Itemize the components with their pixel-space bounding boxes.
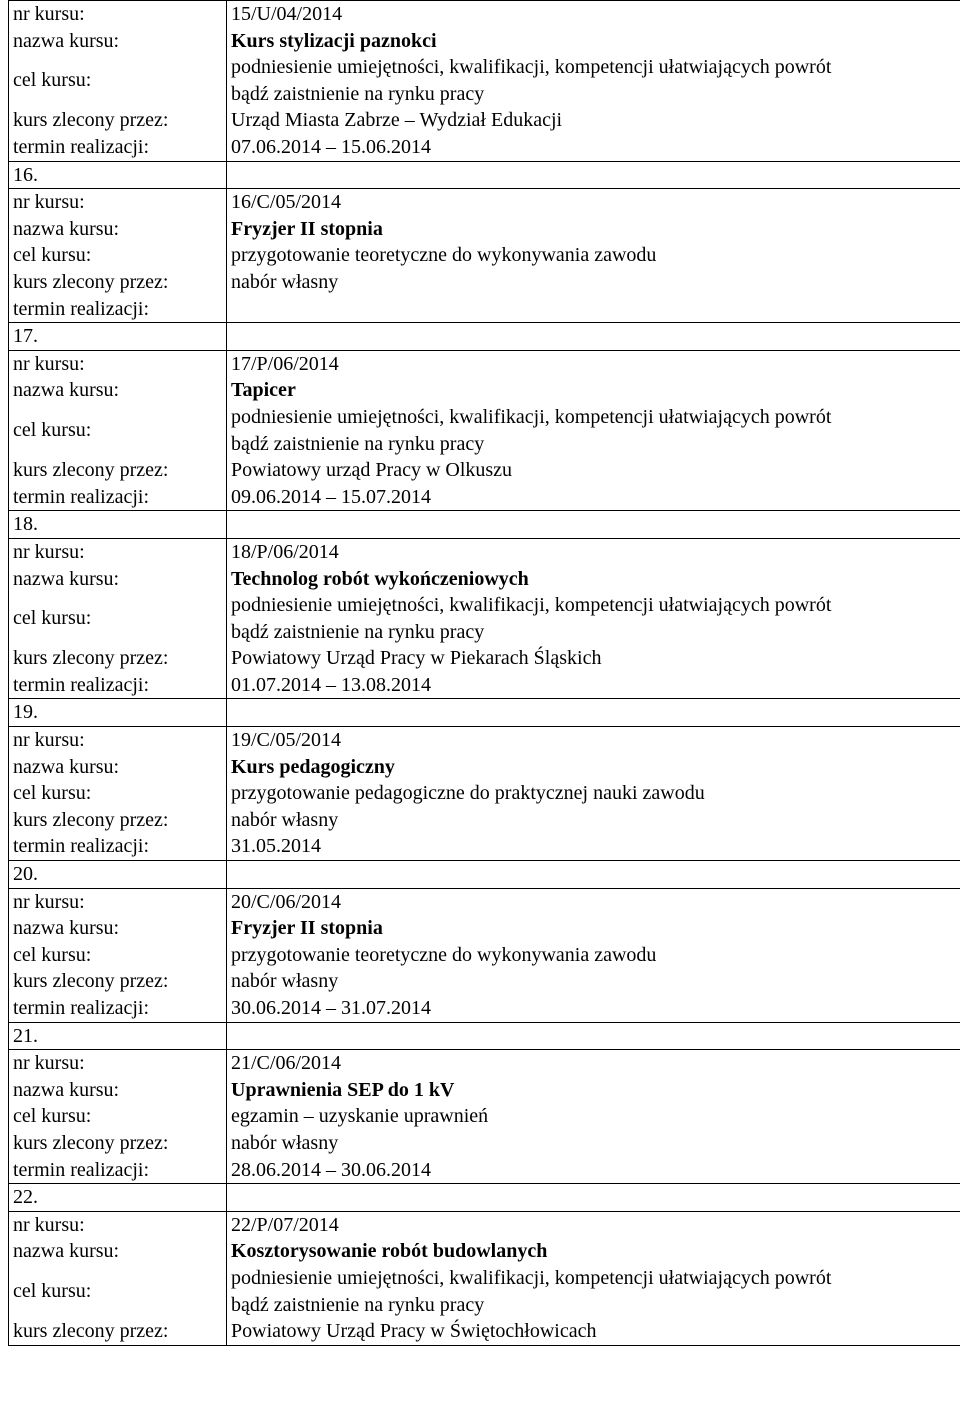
course-code: 16/C/05/2014 [231,191,342,214]
course-code: 19/C/05/2014 [231,729,342,752]
label-zlecony: kurs zlecony przez: [13,1131,169,1154]
label-column [9,1050,227,1184]
course-title: Kurs pedagogiczny [231,755,395,778]
label-termin: termin realizacji: [13,1158,150,1181]
course-code: 22/P/07/2014 [231,1213,339,1236]
label-termin: termin realizacji: [13,485,150,508]
value-column [227,189,960,323]
label-column [9,189,227,323]
course-commissioner: nabór własny [231,1131,339,1154]
course-goal-line-2: bądź zaistnienie na rynku pracy [231,1293,485,1316]
course-number-spacer [227,511,960,538]
label-cel: cel kursu: [13,1105,92,1128]
label-column [9,727,227,861]
value-column [227,350,960,511]
course-entry [8,1184,960,1346]
label-zlecony: kurs zlecony przez: [13,647,169,670]
course-entry [8,323,960,511]
course-code: 15/U/04/2014 [231,3,343,25]
course-number-spacer [227,1184,960,1211]
course-entry [8,699,960,861]
course-goal-line-1: podniesienie umiejętności, kwalifikacji, kompetencji ułatwiających powrót [231,405,832,428]
label-nazwa: nazwa kursu: [13,29,120,52]
course-code: 20/C/06/2014 [231,890,342,913]
course-dates: 30.06.2014 – 31.07.2014 [231,997,431,1020]
course-commissioner: Powiatowy Urząd Pracy w Świętochłowicach [231,1320,597,1343]
course-dates: 07.06.2014 – 15.06.2014 [231,135,431,158]
course-commissioner: Urząd Miasta Zabrze – Wydział Edukacji [231,109,563,132]
course-dates [231,296,956,323]
label-nazwa: nazwa kursu: [13,917,120,940]
course-goal-line-2: bądź zaistnienie na rynku pracy [231,620,485,643]
course-goal-line-1: przygotowanie teoretyczne do wykonywania zawodu [231,943,657,966]
course-code: 18/P/06/2014 [231,540,339,563]
course-title: Uprawnienia SEP do 1 kV [231,1078,455,1101]
label-zlecony: kurs zlecony przez: [13,808,169,831]
label-nr: nr kursu: [13,1213,85,1236]
label-cel: cel kursu: [13,782,92,805]
course-number: 21. [9,1023,227,1050]
label-cel: cel kursu: [13,244,92,267]
label-nazwa: nazwa kursu: [13,567,120,590]
course-dates: 31.05.2014 [231,835,321,858]
label-termin: termin realizacji: [13,835,150,858]
course-commissioner: Powiatowy Urząd Pracy w Piekarach Śląskich [231,647,602,670]
course-commissioner: Powiatowy urząd Pracy w Olkuszu [231,459,513,482]
label-nazwa: nazwa kursu: [13,1240,120,1263]
course-commissioner: nabór własny [231,970,339,993]
course-number: 16. [9,162,227,189]
label-cel: cel kursu: [13,1279,92,1302]
value-column [227,1050,960,1184]
course-dates: 01.07.2014 – 13.08.2014 [231,673,431,696]
course-commissioner: nabór własny [231,808,339,831]
course-number: 18. [9,511,227,538]
label-column [9,350,227,511]
label-column [9,538,227,699]
label-zlecony: kurs zlecony przez: [13,1320,169,1343]
label-nr: nr kursu: [13,3,85,25]
course-list-document [8,0,958,1346]
course-number: 19. [9,699,227,726]
course-commissioner: nabór własny [231,270,339,293]
label-column [9,1211,227,1345]
course-goal-line-2: bądź zaistnienie na rynku pracy [231,82,485,105]
label-nr: nr kursu: [13,540,85,563]
course-dates: 09.06.2014 – 15.07.2014 [231,485,431,508]
value-column [227,1211,960,1345]
course-entry [8,511,960,699]
course-number-spacer [227,699,960,726]
course-title: Fryzjer II stopnia [231,917,383,940]
label-zlecony: kurs zlecony przez: [13,109,169,132]
course-number-spacer [227,162,960,189]
course-goal-line-1: podniesienie umiejętności, kwalifikacji, kompetencji ułatwiających powrót [231,56,832,79]
course-goal-line-2: bądź zaistnienie na rynku pracy [231,432,485,455]
course-goal-line-1: przygotowanie teoretyczne do wykonywania zawodu [231,244,657,267]
label-cel: cel kursu: [13,69,92,92]
course-title: Technolog robót wykończeniowych [231,567,529,590]
label-cel: cel kursu: [13,418,92,441]
label-zlecony: kurs zlecony przez: [13,270,169,293]
course-number-spacer [227,1023,960,1050]
course-number: 22. [9,1184,227,1211]
label-termin: termin realizacji: [13,135,150,158]
course-title: Kurs stylizacji paznokci [231,29,437,52]
label-nr: nr kursu: [13,890,85,913]
label-nr: nr kursu: [13,729,85,752]
label-column [9,888,227,1022]
course-entry [8,162,960,324]
course-dates: 28.06.2014 – 30.06.2014 [231,1158,431,1181]
label-zlecony: kurs zlecony przez: [13,459,169,482]
course-title: Kosztorysowanie robót budowlanych [231,1240,548,1263]
label-cel: cel kursu: [13,943,92,966]
course-title: Tapicer [231,379,296,402]
label-nr: nr kursu: [13,191,85,214]
label-nazwa: nazwa kursu: [13,379,120,402]
course-goal-line-1: egzamin – uzyskanie uprawnień [231,1105,489,1128]
label-zlecony: kurs zlecony przez: [13,970,169,993]
label-nazwa: nazwa kursu: [13,217,120,240]
course-goal-line-1: przygotowanie pedagogiczne do praktycznej nauki zawodu [231,782,705,805]
label-nr: nr kursu: [13,1052,85,1075]
course-number-spacer [227,861,960,888]
value-column [227,1,960,162]
course-entry [8,1023,960,1185]
label-termin: termin realizacji: [13,297,150,320]
course-entry [8,861,960,1023]
course-goal-line-1: podniesienie umiejętności, kwalifikacji, kompetencji ułatwiających powrót [231,594,832,617]
label-cel: cel kursu: [13,607,92,630]
label-termin: termin realizacji: [13,673,150,696]
course-code: 17/P/06/2014 [231,352,339,375]
label-nazwa: nazwa kursu: [13,1078,120,1101]
value-column [227,888,960,1022]
course-code: 21/C/06/2014 [231,1052,342,1075]
course-goal-line-1: podniesienie umiejętności, kwalifikacji, kompetencji ułatwiających powrót [231,1266,832,1289]
value-column [227,538,960,699]
course-entry [8,0,960,162]
label-nazwa: nazwa kursu: [13,755,120,778]
label-nr: nr kursu: [13,352,85,375]
course-number: 20. [9,861,227,888]
course-number-spacer [227,323,960,350]
value-column [227,727,960,861]
course-number: 17. [9,323,227,350]
label-termin: termin realizacji: [13,997,150,1020]
course-title: Fryzjer II stopnia [231,217,383,240]
label-column [9,1,227,162]
